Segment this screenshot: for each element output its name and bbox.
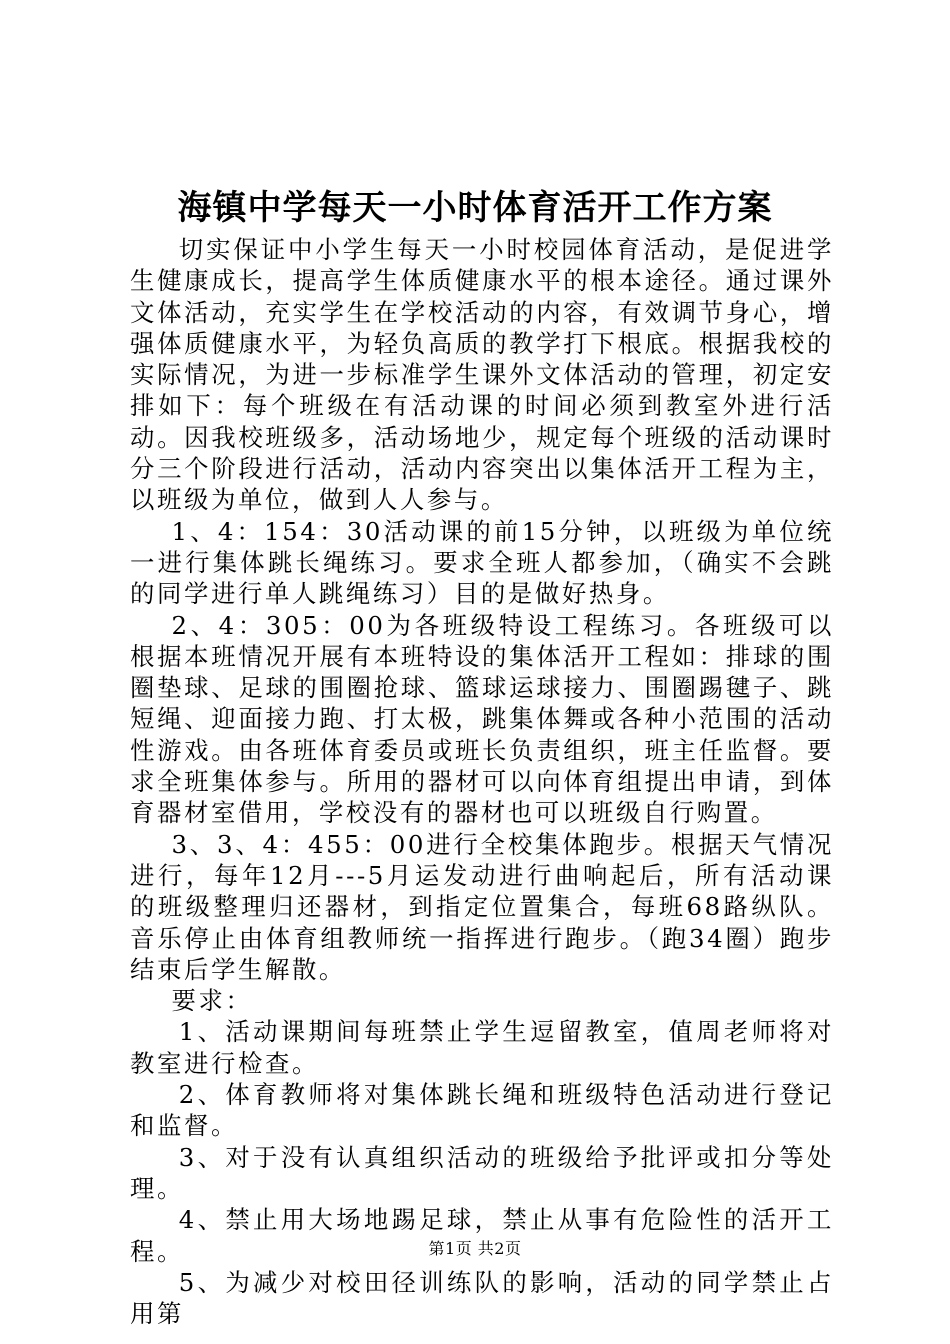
paragraph-stage-2: 2、4：305：00为各班级特设工程练习。各班级可以根据本班情况开展有本班特设的集体活开工程如：排球的围圈垫球、足球的围圈抢球、篮球运球接力、围圈踢毽子、跳短绳、迎面接力跑、打太极，跳集体舞或各种小范围的活动性游戏。由各班体育委员或班长负责组织，班主任监督。要求全班集体参与。所用的器材可以向体育组提出申请，到体育器材室借用，学校没有的器材也可以班级自行购置。 <box>130 610 834 828</box>
requirement-item-3: 3、对于没有认真组织活动的班级给予批评或扣分等处理。 <box>130 1142 834 1203</box>
document-body <box>130 234 834 1329</box>
intro-paragraph: 切实保证中小学生每天一小时校园体育活动，是促进学生健康成长，提高学生体质健康水平的根本途径。通过课外文体活动，充实学生在学校活动的内容，有效调节身心，增强体质健康水平，为轻负高质的教学打下根底。根据我校的实际情况，为进一步标准学生课外文体活动的管理，初定安排如下：每个班级在有活动课的时间必须到教室外进行活动。因我校班级多，活动场地少，规定每个班级的活动课时分三个阶段进行活动，活动内容突出以集体活开工程为主，以班级为单位，做到人人参与。 <box>130 235 834 515</box>
page-title: 海镇中学每天一小时体育活开工作方案 <box>177 188 773 228</box>
requirement-item-4: 4、禁止用大场地踢足球，禁止从事有危险性的活开工程。 <box>130 1205 834 1266</box>
requirement-item-2: 2、体育教师将对集体跳长绳和班级特色活动进行登记和监督。 <box>130 1080 834 1141</box>
paragraph-stage-1: 1、4：154：30活动课的前15分钟，以班级为单位统一进行集体跳长绳练习。要求全班人都参加，（确实不会跳的同学进行单人跳绳练习）目的是做好热身。 <box>130 516 834 609</box>
requirement-item-1: 1、活动课期间每班禁止学生逗留教室，值周老师将对教室进行检查。 <box>130 1017 834 1078</box>
paragraph-stage-3: 3、3、4：455：00进行全校集体跑步。根据天气情况进行，每年12月---5月运发动进行曲响起后，所有活动课的班级整理归还器材，到指定位置集合，每班68路纵队。音乐停止由体育组教师统一指挥进行跑步。（跑34圈）跑步结束后学生解散。 <box>130 829 834 984</box>
page-indicator: 第1页 共2页 <box>428 1239 522 1258</box>
requirements-heading: 要求： <box>171 986 253 1016</box>
requirement-item-5: 5、为减少对校田径训练队的影响，活动的同学禁止占用第 <box>130 1267 834 1329</box>
